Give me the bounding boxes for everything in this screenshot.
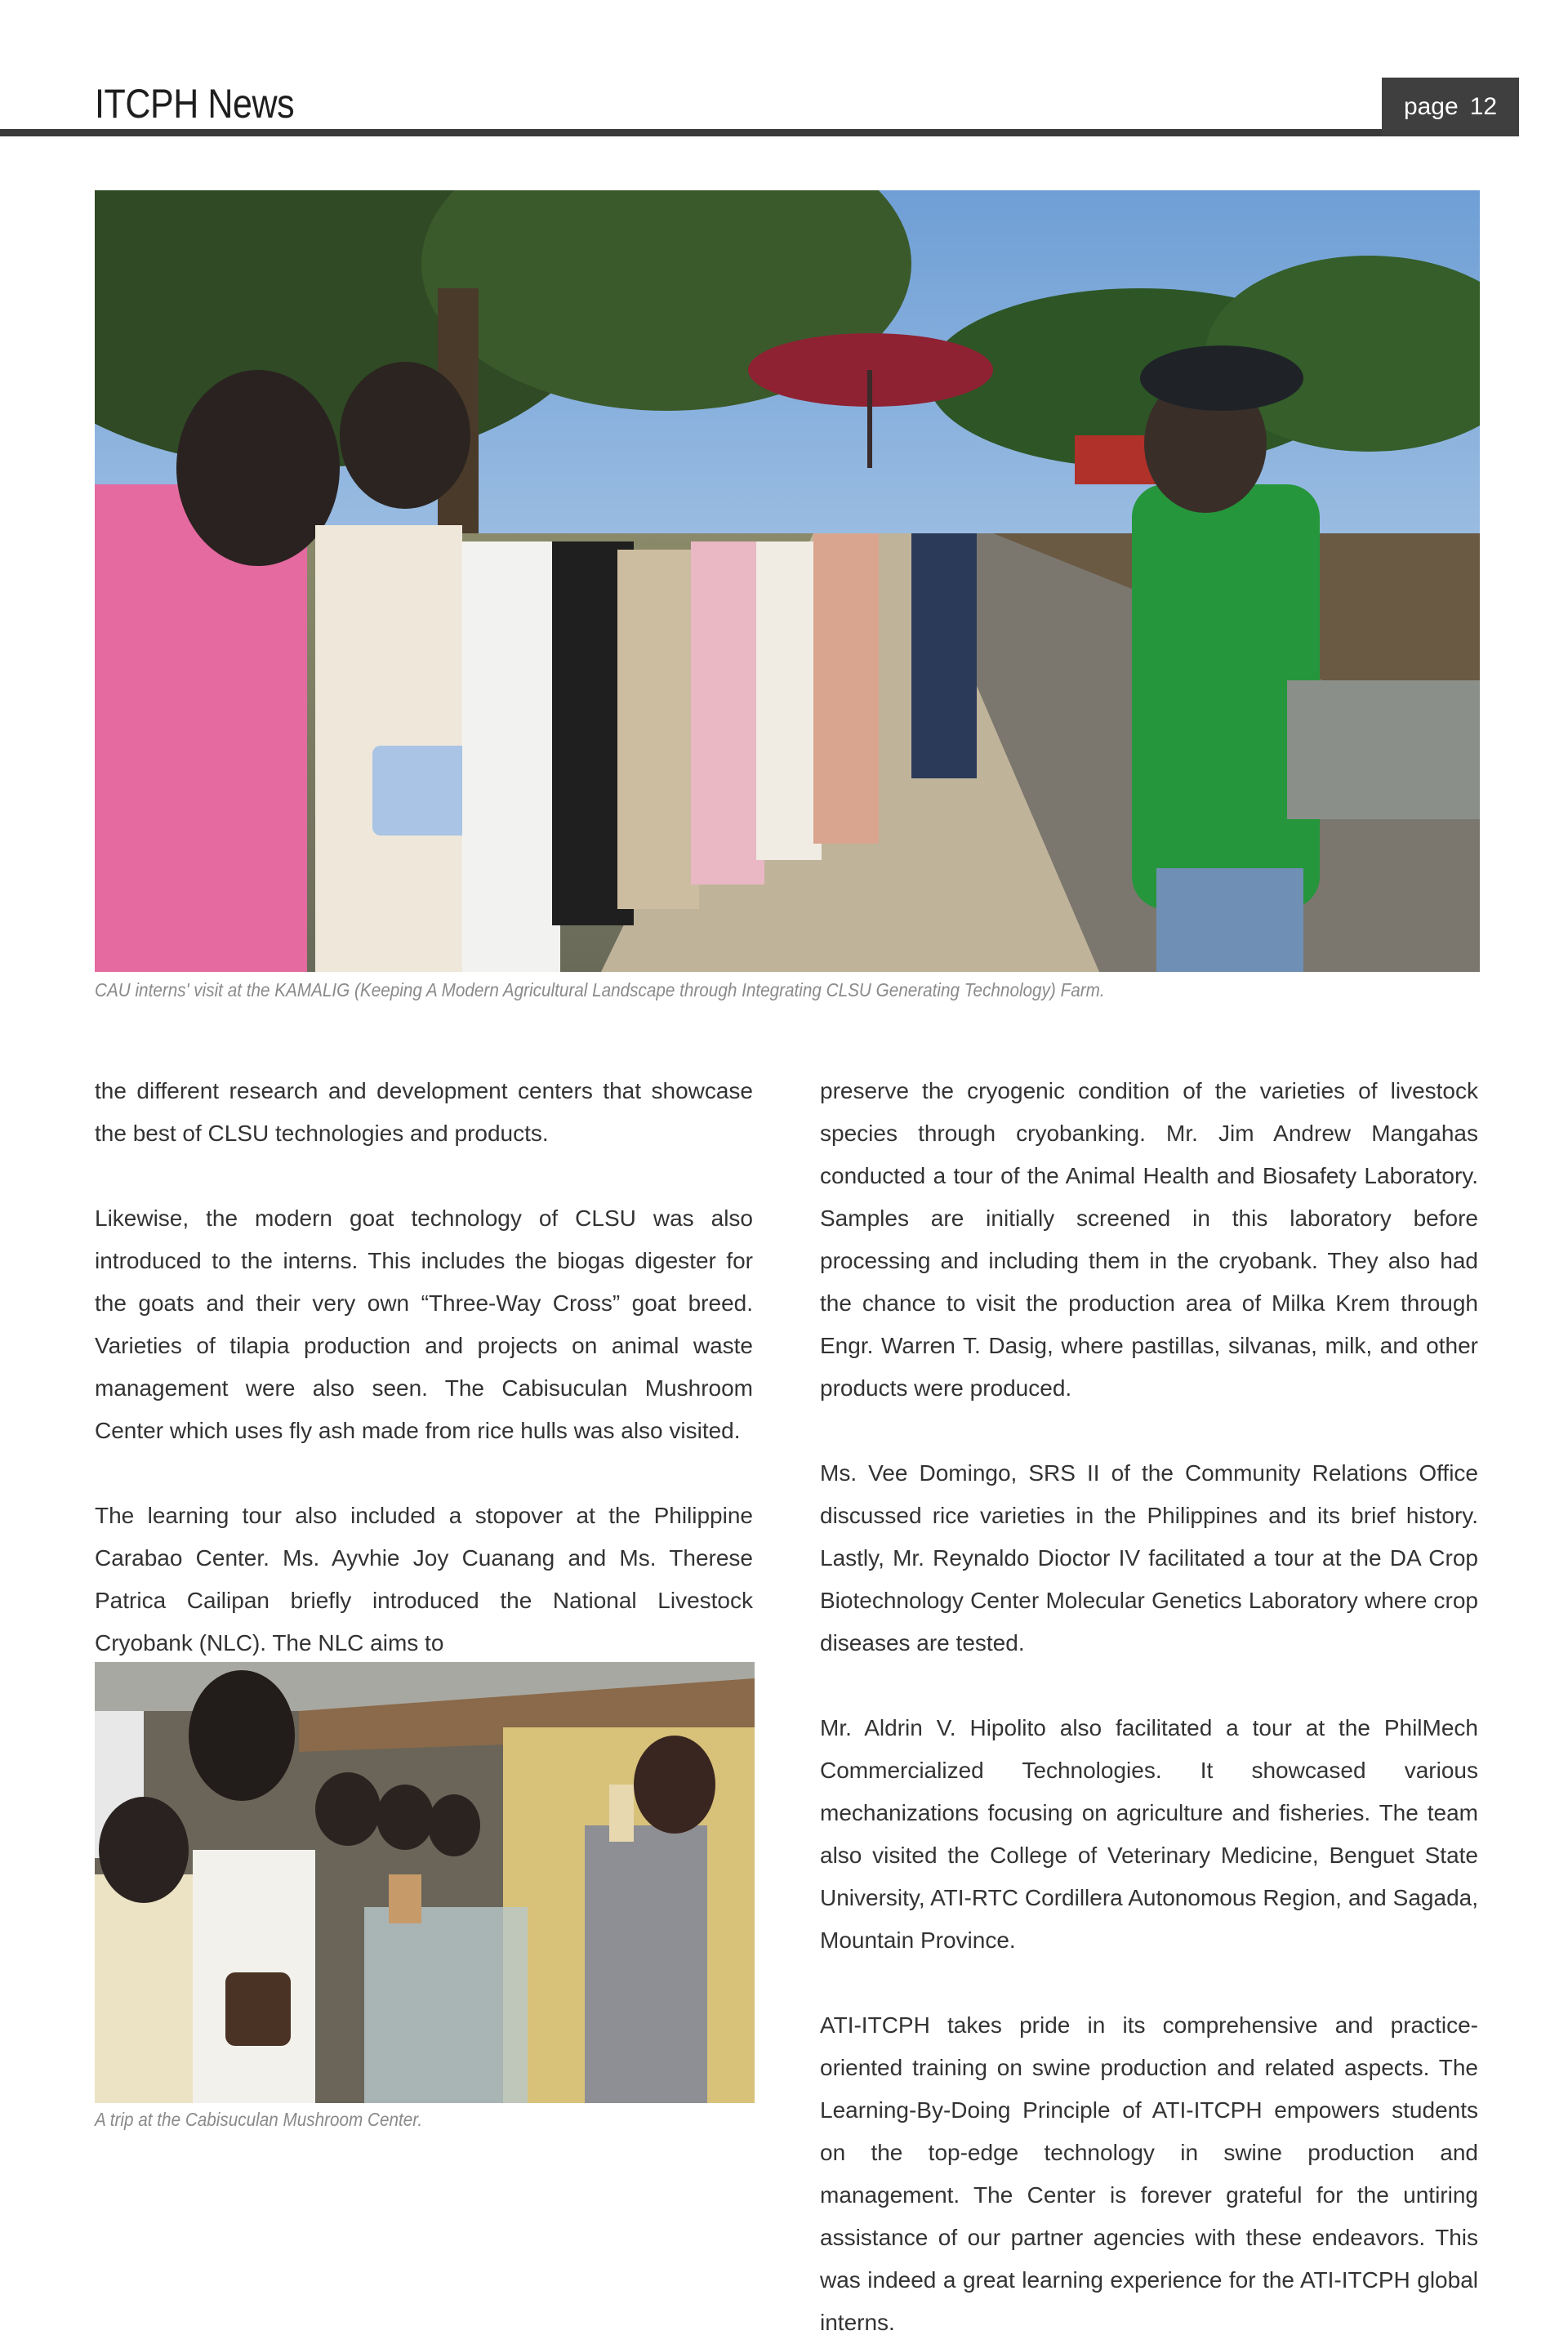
right-column (820, 1070, 1478, 2344)
right-paragraph-4: ATI-ITCPH takes pride in its comprehensive and practice-oriented training on swine production and related aspects. The Learning-By-Doing Principle of ATI-ITCPH empowers students on the top-edge technology in swine production and management. The Center is forever grateful for the untiring assistance of our partner agencies with these endeavors. This was indeed a great learning experience for the ATI-ITCPH global interns. (820, 2012, 1478, 2335)
left-column (95, 1070, 753, 1664)
farm-photo-caption: CAU interns' visit at the KAMALIG (Keeping A Modern Agricultural Landscape through Integrating CLSU Generating Technology) Farm. (95, 979, 1105, 1000)
page-badge (1382, 78, 1519, 136)
right-paragraph-1: preserve the cryogenic condition of the varieties of livestock species through cryobanking. Mr. Jim Andrew Mangahas conducted a tour of the Animal Health and Biosafety Laboratory. Samples are initially screened in this laboratory before processing and including them in the cryobank. They also had the chance to visit the production area of Milka Krem through Engr. Warren T. Dasig, where pastillas, silvanas, milk, and other products were produced. (820, 1078, 1478, 1401)
right-paragraph-3: Mr. Aldrin V. Hipolito also facilitated a tour at the PhilMech Commercialized Technologies. It showcased various mechanizations focusing on agriculture and fisheries. The team also visited the College of Veterinary Medicine, Benguet State University, ATI-RTC Cordillera Autonomous Region, and Sagada, Mountain Province. (820, 1715, 1478, 1953)
mushroom-center-photo (95, 1662, 755, 2103)
left-paragraph-1: the different research and development centers that showcase the best of CLSU technologies and products. (95, 1078, 753, 1146)
page-label: page (1403, 93, 1459, 120)
farm-visit-photo (95, 190, 1480, 972)
left-paragraph-2: Likewise, the modern goat technology of CLSU was also introduced to the interns. This includes the biogas digester for the goats and their very own “Three-Way Cross” goat breed. Varieties of tilapia production and projects on animal waste management were also seen. The Cabisuculan Mushroom Center which uses fly ash made from rice hulls was also visited. (95, 1205, 753, 1443)
right-paragraph-2: Ms. Vee Domingo, SRS II of the Community Relations Office discussed rice varieties in the Philippines and its brief history. Lastly, Mr. Reynaldo Dioctor IV facilitated a tour at the DA Crop Biotechnology Center Molecular Genetics Laboratory where crop diseases are tested. (820, 1460, 1478, 1656)
header-rule (0, 129, 1519, 136)
page-number: 12 (1469, 93, 1498, 120)
mushroom-photo-caption: A trip at the Cabisuculan Mushroom Center. (95, 2109, 423, 2130)
newsletter-title: ITCPH News (95, 81, 295, 127)
left-paragraph-3: The learning tour also included a stopover at the Philippine Carabao Center. Ms. Ayvhie Joy Cuanang and Ms. Therese Patrica Cailipan briefly introduced the National Livestock Cryobank (NLC). The NLC aims to (95, 1503, 753, 1656)
